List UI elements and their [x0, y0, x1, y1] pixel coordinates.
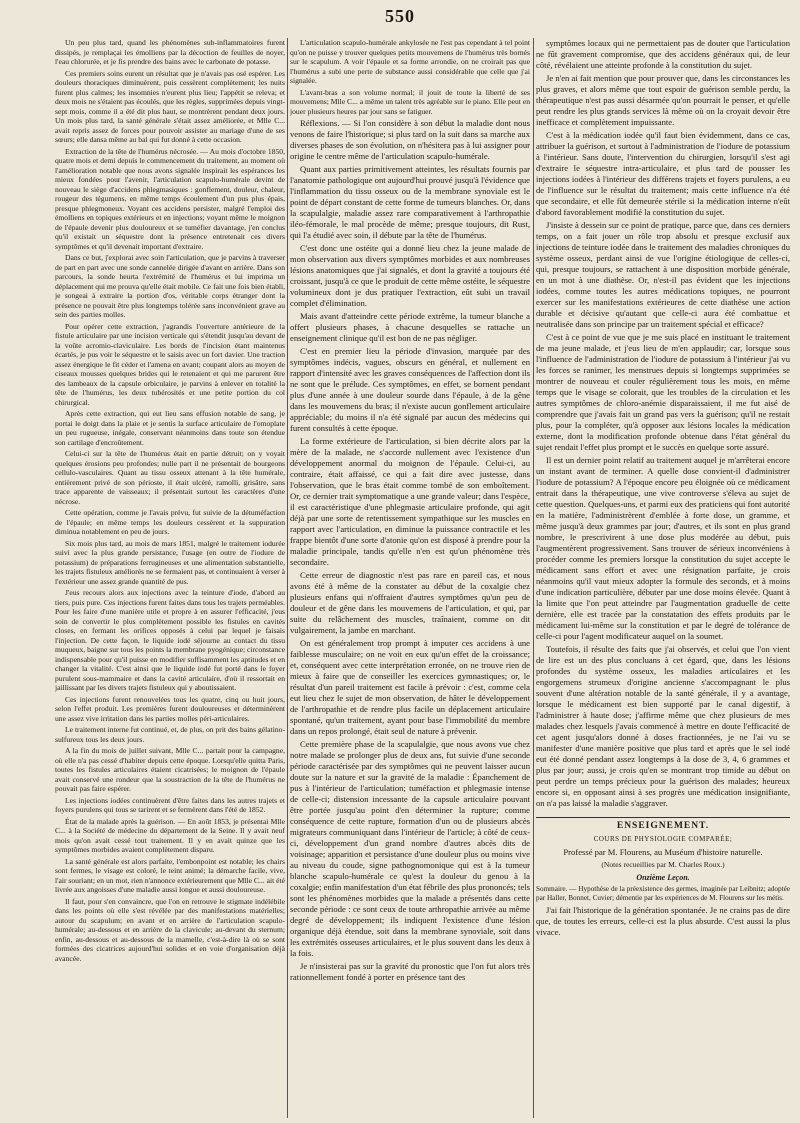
summary: Sommaire. — Hypothèse de la préexistence des germes, imaginée par Leibnitz; adoptée par Haller, Bonnet, Cuvier; démentie par les expériences de M. Flourens sur les métis. [536, 885, 790, 902]
paragraph: Ces injections furent renouvelées tous les quatre, cinq ou huit jours, selon l'effet produit. Les premières furent douloureuses et déterminèrent une assez vive irritation dans les parties molles péri-articulaires. [55, 694, 285, 723]
paragraph: La forme extérieure de l'articulation, si bien décrite alors par la mère de la malade, ne s'accorde nullement avec l'existence d'un développement anormal du moignon de l'épaule. Celui-ci, au contraire, était affaissé, ce qui a fait dire avec justesse, dans l'observation, que le bras était comme tombé de son emboîtement. Or, ce dernier trait symptomatique a une grande valeur; dans l'espèce, il est caractéristique d'une phlegmasie articulaire profonde, qui agit déjà par une sorte de retentissement sympathique sur les muscles en rapport avec l'articulation, en diminue la puissance contractile et les frappe bientôt d'une sorte d'atonie qu'on est disposé à prendre pour la maladie principale, tandis qu'elle n'en est qu'un phénomène très secondaire. [290, 436, 530, 567]
paragraph: C'est à la médication iodée qu'il faut bien évidemment, dans ce cas, attribuer la guérison, et surtout à l'administration de l'iodure de potassium à l'intérieur. Sans doute, l'intervention du chirurgien, lorsqu'il s'est agi d'extraire le séquestre intra-articulaire, et plus tard de pousser les injections iodées à l'intérieur des différens trajets et foyers purulens, a eu de l'influence sur le résultat du traitement; mais cette influence n'a été que secondaire, et elle fût demeurée stérile si la médication interne n'eût d'abord favorablement modifié la constitution du sujet. [536, 130, 790, 217]
paragraph: Réflexions. — Si l'on considère à son début la maladie dont nous venons de faire l'historique; si plus tard on la suit dans sa marche aux diverses phases de son évolution, on n'hésitera pas à lui assigner pour origine le centre même de l'articulation scapulo-humérale. [290, 118, 530, 161]
column-middle [290, 38, 530, 1118]
paragraph: Six mois plus tard, au mois de mars 1851, malgré le traitement iodurée suivi avec la plus grande persistance, l'usage (en outre de l'iodure de potassium) de préparations ferrugineuses et une alimentation substantielle, les trajets fistuleux améliorés ne se fermaient pas, et continuaient à verser à l'extérieur une assez grande quantité de pus. [55, 538, 285, 586]
paragraph: Toutefois, il résulte des faits que j'ai observés, et celui que l'on vient de lire est un des plus concluans à cet égard, que, dans les lésions profondes du système osseux, les maladies articulaires et les engorgemens strumeux d'origine ancienne s'accompagnant le plus souvent d'une altération notable de la santé générale, il y a avantage, lorsque le médicament est bien supporté par le canal digestif, à l'administrer à haute dose; j'affirme même que chez plusieurs de mes malades chez lesquels j'avais commencé à mettre en doute l'efficacité de cet agent jusqu'alors donné à doses fractionnées, je ne l'ai vu se manifester d'une manière positive que plus tard et après que le sel iodé eut été donné pendant assez longtemps à la dose de 3, 4, 6 grammes et plus par jour; aussi, je crois qu'en se montrant trop timide au début on peut perdre un temps précieux pour la guérison des malades; heureux encore si, en opposant ainsi à ses progrès une médication insignifiante, on n'a pas laissé la maladie s'aggraver. [536, 644, 790, 808]
paragraph: J'insiste à dessein sur ce point de pratique, parce que, dans ces derniers temps, on a fait jouer un rôle trop absolu et presque exclusif aux injections de teinture iodée dans le traitement des maladies chroniques du système osseux, perdant ainsi de vue l'origine étiologique de celles-ci, qui, presque toujours, se rattachent à une disposition morbide générale, en un mot à une diathèse. Or, n'est-il pas évident que les injections iodées, comme toutes les autres médications topiques, ne pourront exercer sur les manifestations extérieures de cette diathèse une action durable et décisive qu'autant que celle-ci aura été combattue et neutralisée dans son principe par un traitement spécial et efficace? [536, 220, 790, 329]
course-title: COURS DE PHYSIOLOGIE COMPARÉE; [593, 835, 733, 843]
paragraph: Après cette extraction, qui eut lieu sans effusion notable de sang, je portai le doigt dans la plaie et je sentis la surface articulaire de l'omoplate un peu rugueuse, inégale, conservant néanmoins dans toute son étendue son cartilage d'encroûtement. [55, 409, 285, 447]
paragraph: C'est à ce point de vue que je me suis placé en instituant le traitement de ma jeune malade, et j'eus lieu de m'en applaudir; car, lorsque sous l'influence de l'administration de l'iodure de potassium à l'intérieur j'ai vu les forces se ranimer, les menstrues depuis si longtemps supprimées se montrer de nouveau et couler régulièrement tous les mois, en même temps que le visage se colorait, que les troubles de la circulation et les autres symptômes de chloro-anémie disparaissaient, il me fut aisé de comprendre que j'avais fait un grand pas vers la guérison; qu'il ne restait plus, pour la compléter, qu'à opposer aux lésions locales la médication externe, dont la modification profonde obtenue dans l'état général du sujet rendait l'effet plus prompt et le succès en quelque sorte assuré. [536, 332, 790, 452]
paragraph: L'avant-bras a son volume normal; il jouit de toute la liberté de ses mouvemens; Mlle C... a même un talent très agréable sur le piano. Elle peut en jouer plusieurs heures par jour sans se fatiguer. [290, 87, 530, 116]
paragraph: Il faut, pour s'en convaincre, que l'on en retrouve le stigmate indélébile dans les points où elle s'est révélée par des manifestations matérielles; autour du scapulum; en avant et en arrière de l'articulation scapulo-humérale; au-dessous et en arrière de la clavicule; au-devant du sternum; enfin, au-dessous et au-dessous de la mamelle, c'est-à-dire là où se sont formées des cicatrices aujourd'hui solides et en voie d'organisation déjà avancée. [55, 896, 285, 963]
column-rule-left [287, 38, 288, 1118]
paragraph: Je n'insisterai pas sur la gravité du pronostic que l'on fut alors très rationnellement fondé à porter en présence tant des [290, 961, 530, 982]
paragraph: Cette opération, comme je l'avais prévu, fut suivie de la détuméfaction de l'épaule; en même temps les douleurs cessèrent et la suppuration diminua notablement en peu de jours. [55, 508, 285, 536]
column-left [55, 38, 285, 1118]
paragraph: J'ai fait l'historique de la génération spontanée. Je ne crains pas de dire que, de toutes les erreurs, celle-ci est la plus absurde. C'est aussi la plus vivace. [536, 905, 790, 937]
paragraph: Les injections iodées continuèrent d'être faites dans les autres trajets et foyers purulens qui tous se tarirent et se fermèrent dans l'été de 1852. [55, 795, 285, 814]
lecture-title: Onzième Leçon. [636, 873, 690, 882]
notes-credit: (Notes recueillies par M. Charles Roux.) [601, 860, 725, 869]
paragraph: Cette erreur de diagnostic n'est pas rare en pareil cas, et nous avons été à même de la constater au début de la coxalgie chez plusieurs enfans qui n'offraient d'autres symptômes qu'un peu de douleur et de gêne dans les mouvemens de l'articulation, et qui, par suite du relâchement des muscles, traînaient, comme on dit vulgairement, la jambe en marchant. [290, 570, 530, 635]
paragraph: Extraction de la tête de l'humérus nécrosée. — Au mois d'octobre 1850, quatre mois et demi depuis le commencement du traitement, au moment où l'amélioration notable que nous avons signalée inspirait les espérances les mieux fondées pour l'avenir, l'articulation scapulo-humérale devint de nouveau le siège d'accidens phlegmasiques : gonflement, douleur, chaleur, rougeur des tégumens, en même temps écoulement d'un pus plus épais, presque phlegmoneux. Voyant ces accidens persister, malgré l'emploi des émolliens en topiques extérieurs et en injections; voyant même le moignon de l'épaule devenir plus douloureux et se tuméfier davantage, j'en conclus qu'il existait un séquestre dont la présence entretenait ces divers symptômes et qu'il devenait important d'extraire. [55, 146, 285, 251]
paragraph: Un peu plus tard, quand les phénomènes sub-inflammatoires furent dissipés, je remplaçai les émolliens par la décoction de feuilles de noyer, l'eau chlorurée, et je fis prendre des bains avec le carbonate de potasse. [55, 38, 285, 66]
paragraph: Mais avant d'atteindre cette période extrême, la tumeur blanche a offert plusieurs phases, à chacune desquelles se rattache un enseignement clinique qu'il est bon de ne pas négliger. [290, 311, 530, 343]
paragraph: Quant aux parties primitivement atteintes, les résultats fournis par l'anatomie pathologique ont aujourd'hui prouvé jusqu'à l'évidence que l'inflammation du tissu osseux ou de la membrane synoviale est le point de départ constant de cette forme de tumeurs blanches. Or, dans la scapulalgie, maladie assez rare comparativement à l'arthropathie iléo-fémorale, le mal procède de même; presque toujours, dit Rust, qui l'a étudié avec soin, il débute par la tête de l'humérus. [290, 164, 530, 240]
paragraph: Dans ce but, j'explorai avec soin l'articulation, que je parvins à traverser de part en part avec une sonde cannelée dirigée d'avant en arrière. Dans son parcours, la sonde heurta l'extrémité de l'humérus et lui imprima un déplacement qui me prouva qu'elle était mobile. Ce fait une fois bien établi, je songeai à extraire la portion d'os, véritable corps étranger dont la présence ne pouvait être plus longtemps tolérée sans inconvénient grave au sein des parties molles. [55, 253, 285, 319]
page-number: 550 [385, 6, 415, 26]
paragraph: A la fin du mois de juillet suivant, Mlle C... partait pour la campagne, où elle n'a pas cessé d'habiter depuis cette époque. Lorsqu'elle quitta Paris, toutes les fistules articulaires étaient cicatrisées; le moignon de l'épaule avait conservé une rondeur que la soustraction de la tête de l'humérus ne pouvait pas faire espérer. [55, 746, 285, 793]
paragraph: On est généralement trop prompt à imputer ces accidens à une faiblesse musculaire; on ne voit en eux qu'un effet de la croissance; et, conséquent avec cette interprétation erronée, on ne trouve rien de mieux à faire que de conseiller les exercices gymnastiques; or, le résultat d'un pareil traitement est facile à prévoir : c'est, comme cela eut lieu chez le sujet de mon observation, de hâter le développement de l'arthropathie et de rendre plus facile un déplacement articulaire spontané, qu'un traitement, ayant pour base l'immobilité du membre dans un repos prolongé, était seul de nature à prévenir. [290, 638, 530, 736]
paragraph: Je n'en ai fait mention que pour prouver que, dans les circonstances les plus graves, et alors même que tout espoir de guérison semble perdu, la thérapeutique n'est pas aussi désarmée qu'on pourrait le penser, et qu'elle peut rendre les plus grands services là même où on la croyait devoir être inefficace et complètement impuissante. [536, 73, 790, 127]
paragraph: C'est donc une ostéite qui a donné lieu chez la jeune malade de mon observation aux divers symptômes morbides et aux nombreuses lésions anatomiques que j'ai signalés, et dont la gravité a toujours été croissant, jusqu'à ce que le produit de cette même ostéite, le séquestre volumineux dont je dus pratiquer l'extraction, eût subi un travail complet d'élimination. [290, 243, 530, 308]
paragraph: Cette première phase de la scapulalgie, que nous avons vue chez notre malade se prolonger plus de deux ans, fut suivie d'une seconde période caractérisée par des symptômes qui ne peuvent laisser aucun doute sur la nature et sur la gravité de la maladie : Épanchement de pus à l'intérieur de l'articulation; tuméfaction et phlegmasie intense de celle-ci; distension incessante de la capsule articulaire pouvant être portée jusqu'au point d'en déterminer la rupture; comme conséquence de cette rupture, formation d'un ou de plusieurs abcès migrateurs communiquant dans l'intérieur de l'article; à côté de ceux-ci, développement d'un grand nombre d'autres abcès dits de voisinage; apparition et persistance d'une douleur plus ou moins vive au niveau du coude, signe pathognomonique qui est à la tumeur blanche scapulo-humérale ce qu'est la douleur du genou à la coxalgie; enfin manifestation d'un état fébrile des plus prononcés; tels sont les phénomènes morbides que la malade a présentés dans cette seconde période : ce sont ceux de toute arthropathie arrivée au même degré de développement; ils indiquent l'existence d'une lésion organique déjà étendue, soit dans la membrane synoviale, soit dans les extrémités osseuses articulaires, et le plus souvent dans les deux à la fois. [290, 739, 530, 958]
paragraph: Il est un dernier point relatif au traitement auquel je m'arrêterai encore un instant avant de terminer. A quelle dose convient-il d'administrer l'iodure de potassium? A l'époque encore peu éloignée où ce médicament entrait dans la thérapeutique, une vive controverse s'éleva au sujet de cette question. Quelques-uns, et parmi eux des praticiens qui font autorité en la matière, l'administrèrent d'emblée à forte dose, un gramme, et même jusqu'à deux grammes par jour; d'autres, et ils sont en plus grand nombre, le prescrivirent à une dose plus modérée au début, puis l'augmentèrent progressivement. Sans trouver de sérieux inconvéniens à procéder comme les premiers lorsque la constitution du sujet accepte le médicament sans effort et avec une résignation parfaite, je crois néanmoins qu'il vaut mieux adopter la formule des seconds, et à moins d'une indication particulière, débuter par une dose moins élevée. Quant à la limite que l'on peut atteindre par l'augmentation graduelle de cette dernière, elle est tracée par la constatation des effets produits par le médicament lui-même sur la constitution et par le degré de tolérance de celle-ci pour l'agent modificateur auquel on la soumet. [536, 455, 790, 641]
paragraph: L'articulation scapulo-humérale ankylosée ne l'est pas cependant à tel point qu'on ne puisse y trouver quelques petits mouvemens de l'humérus très bornés sur le scapulum. A voir l'épaule et sa forme arrondie, on ne croirait pas que l'humérus a subi une perte de substance aussi considérable que celle que j'ai signalée. [290, 38, 530, 85]
byline: Professé par M. Flourens, au Muséum d'histoire naturelle. [563, 847, 763, 857]
paragraph: symptômes locaux qui ne permettaient pas de douter que l'articulation ne fût gravement compromise, que des accidens généraux qui, de leur côté, révélaient une atteinte profonde à la constitution du sujet. [536, 38, 790, 70]
paragraph: Celui-ci sur la tête de l'humérus était en partie détruit; on y voyait quelques érosions peu profondes; nulle part il ne présentait de bourgeons cellulo-vasculaires. Quant au tissu osseux attenant à la tête humérale, entièrement privé de son périoste, il était ulcéré, ramolli, grisâtre, sans trace apparente de vaisseaux; il présentait surtout les caractères d'une nécrose. [55, 449, 285, 506]
paragraph: Ces premiers soins eurent un résultat que je n'avais pas osé espérer. Les douleurs thoraciques diminuèrent, puis cessèrent complètement; les nuits furent plus calmes; les insomnies n'eurent plus lieu; l'appétit se releva; et deux mois ne s'étaient pas écoulés, que les règles, supprimées depuis vingt-sept mois, comme il a été dit plus haut, se montrèrent pendant deux jours. Un mois plus tard, la santé générale s'était assez améliorée, et Mlle C... avait repris assez de forces pour pouvoir assister au mariage d'une de ses sœurs; elle dansa même au bal qui fut donné à cette occasion. [55, 68, 285, 144]
paragraph: La santé générale est alors parfaite, l'embonpoint est notable; les chairs sont fermes, le visage est coloré, le teint animé; la démarche facile, vive, l'air souriant; en un mot, rien n'annonce extérieurement que Mlle C... ait été livrée aux angoisses d'une maladie aussi longue et aussi douloureuse. [55, 856, 285, 894]
paragraph: J'eus recours alors aux injections avec la teinture d'iode, d'abord au tiers, puis pure. Ces injections furent faites dans tous les trajets perméables. Pour les faire d'une manière utile et propre à en assurer l'efficacité, j'eus soin de convertir le plus complètement possible les fistules en cavités closes, en fermant les orifices opposés à celui par lequel je faisais l'injection. De cette façon, le liquide iodé séjourne au contact du tissu muqueux, baigne sur tous les points la membrane pyogénique; circonstance indispensable pour qu'il puisse en modifier suffisamment les aptitudes et en changer la vitalité. C'est ainsi que le liquide iodé fut porté dans le foyer purulent sous-mammaire et dans la cavité articulaire, d'où il ressortait en jaillissant par les divers trajets fistuleux qui y aboutissaient. [55, 588, 285, 692]
paragraph: C'est en premier lieu la période d'invasion, marquée par des symptômes indécis, vagues, obscurs en général, et nullement en rapport d'intensité avec les graves conséquences de l'affection dont ils ne sont que le prélude. Ces symptômes, en effet, se bornent pendant plus d'une année à une douleur sourde dans l'épaule, à de la gêne dans les mouvemens du bras; il n'existe aucun gonflement articulaire appréciable; du moins il n'a été signalé par aucun des médecins qui furent consultés à cette époque. [290, 346, 530, 433]
paragraph: Pour opérer cette extraction, j'agrandis l'ouverture antérieure de la fistule articulaire par une incision verticale qui s'étendit jusqu'au devant de la voûte acromio-claviculaire. Les bords de l'incision étant maintenus écartés, je pus voir le séquestre et le saisis avec un fort davier. Une traction assez énergique le fit céder et l'amena en avant; coupant alors au moyen de ciseaux mousses quelques brides qui le retenaient et qui me parurent être des lambeaux de la capsule orbiculaire, je parvins à enlever en totalité la tête de l'humérus, les deux tubérosités et une petite portion du col chirurgical. [55, 321, 285, 407]
paragraph: Le traitement interne fut continué, et, de plus, on prit des bains gélatino-sulfureux tous les deux jours. [55, 725, 285, 744]
column-rule-right [533, 38, 534, 1118]
column-right [536, 38, 790, 1118]
section-heading: ENSEIGNEMENT. [536, 817, 790, 832]
paragraph: État de la malade après la guérison. — En août 1853, je présentai Mlle C... à la Société de médecine du département de la Seine. Il y avait neuf mois qu'on avait cessé tout traitement. Il y en avait quinze que les symptômes morbides avaient complètement disparu. [55, 816, 285, 854]
